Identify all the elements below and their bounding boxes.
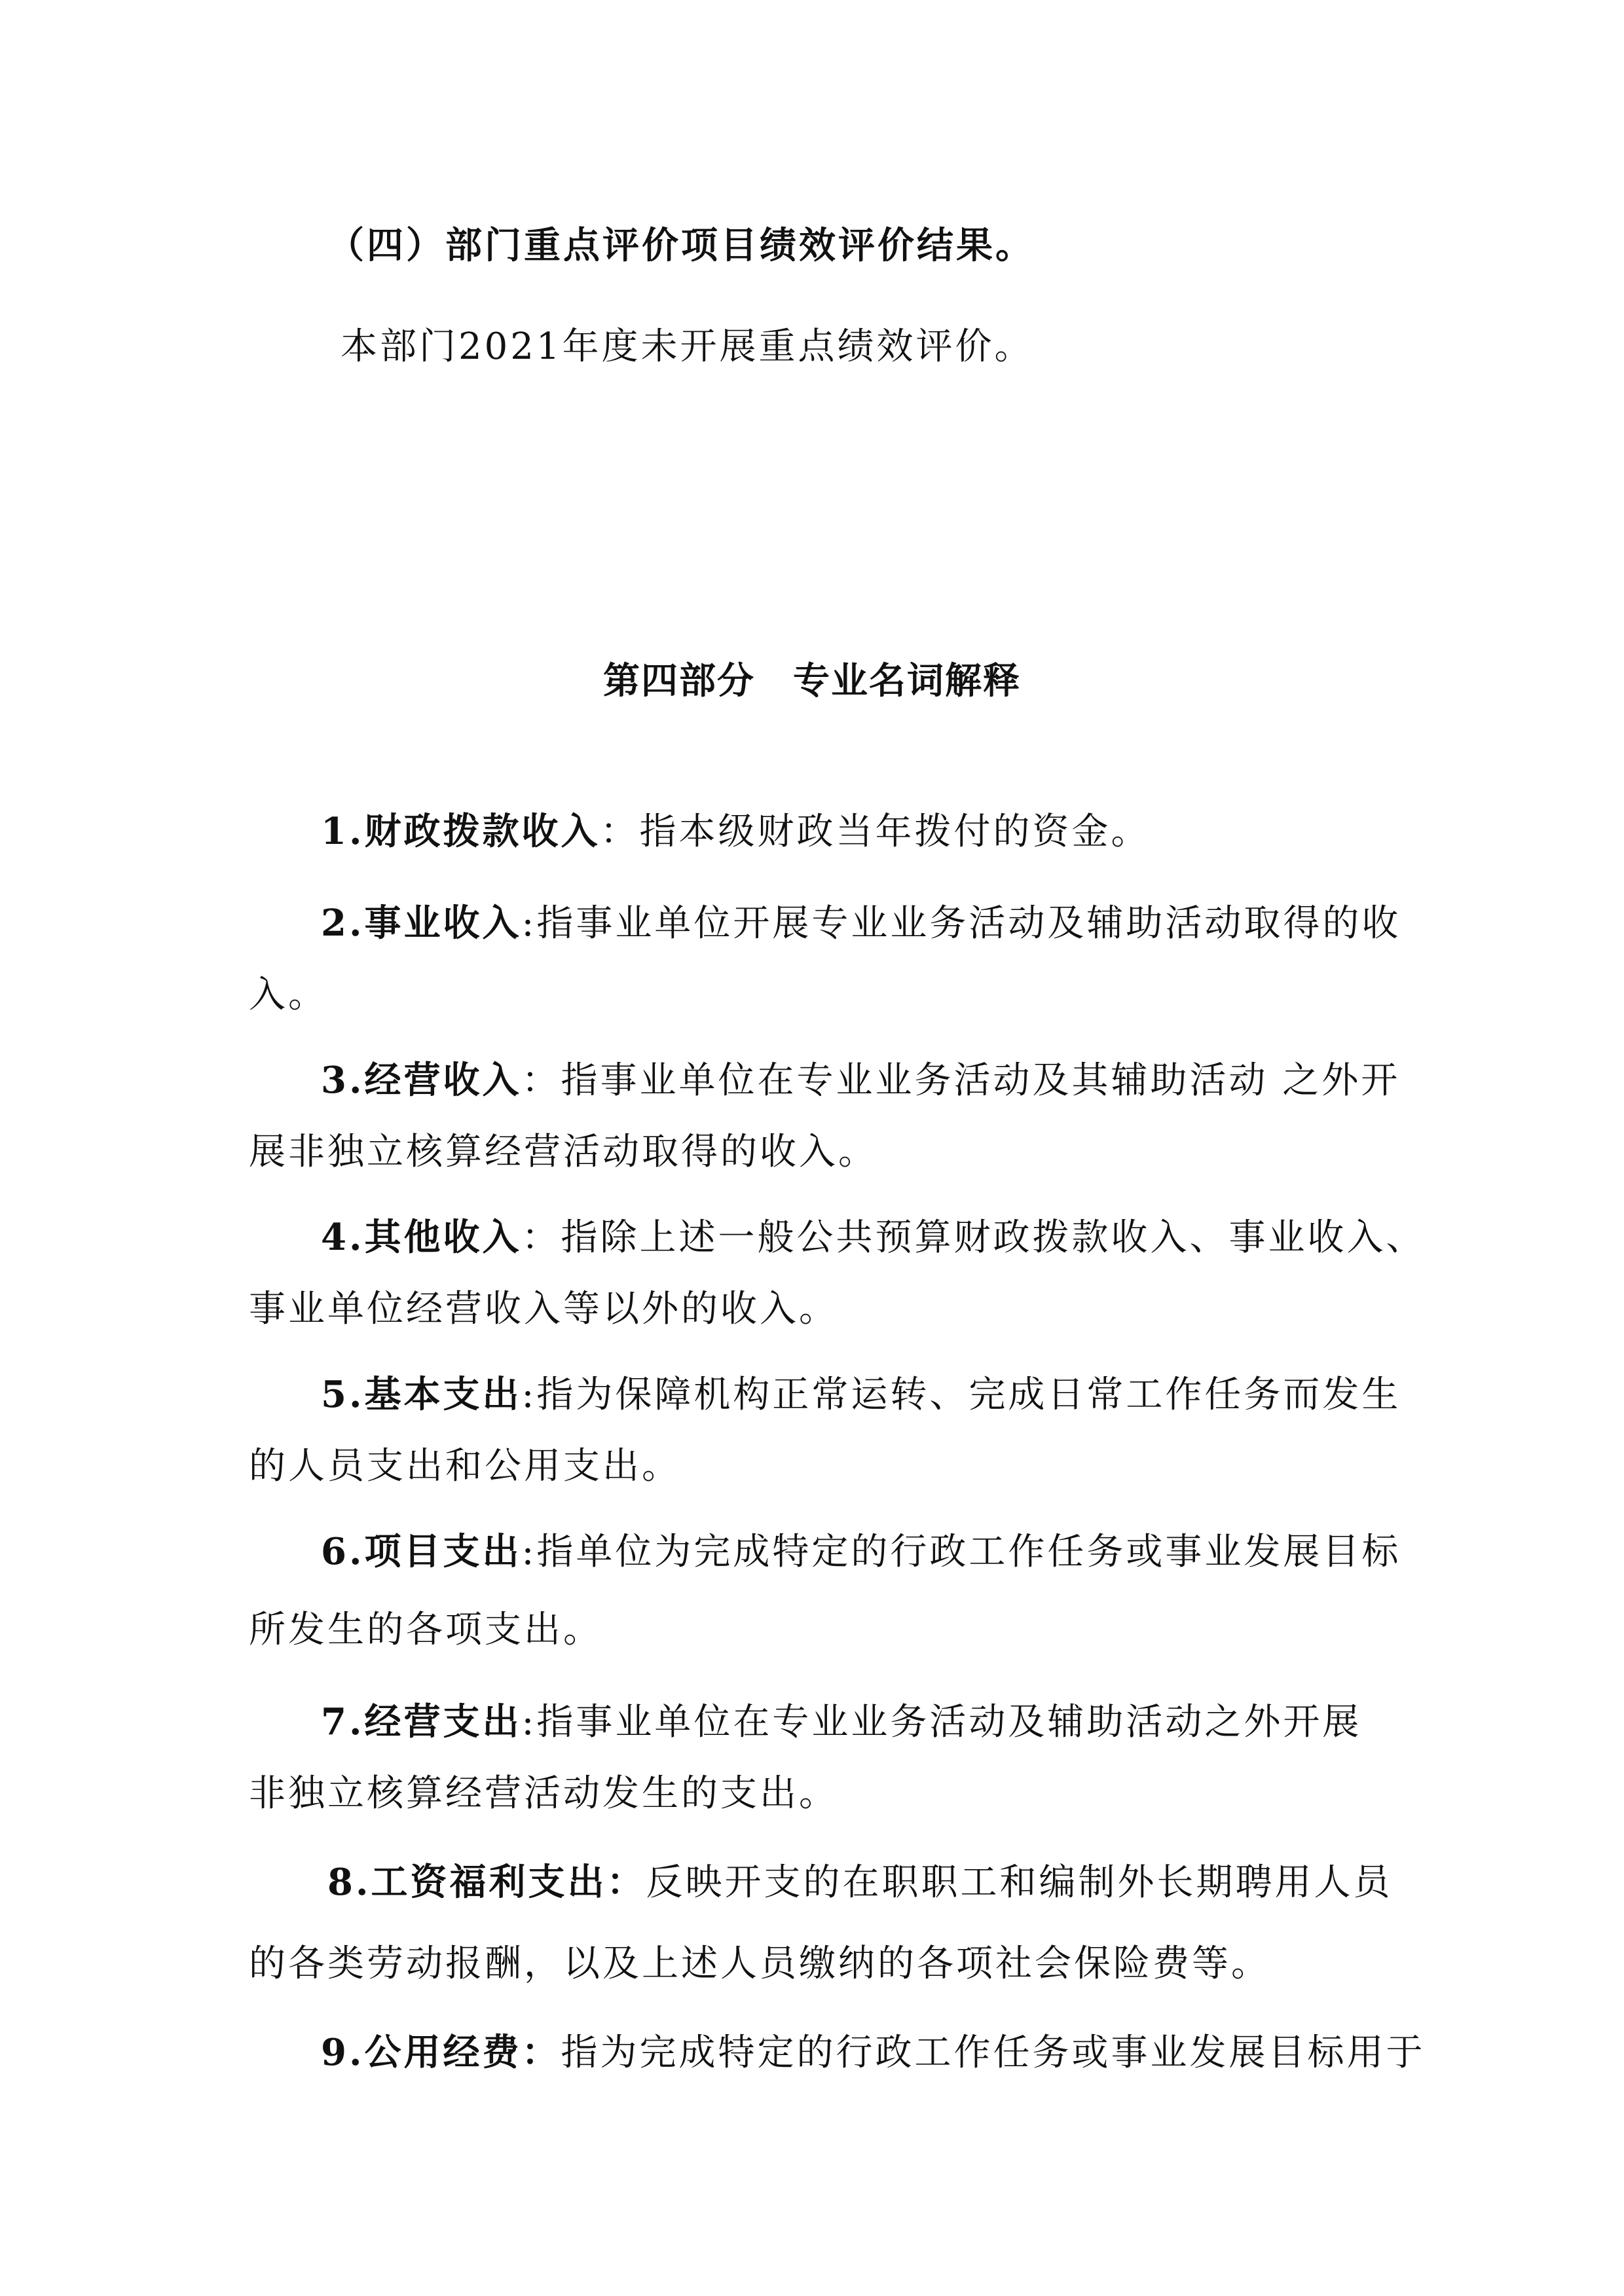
definition-term: 2.事业收入 [321, 902, 522, 945]
definition-term: 8.工资福利支出 [327, 1861, 607, 1904]
definition-separator: ： [521, 1216, 561, 1259]
definition-2-continuation: 入。 [249, 974, 327, 1016]
definition-4 [321, 1211, 1460, 1264]
definition-term: 4.其他收入 [321, 1216, 522, 1259]
definition-separator: : [521, 1374, 537, 1416]
definition-4-continuation: 事业单位经营收入等以外的收入。 [249, 1288, 838, 1330]
definition-text: 指为保障机构正常运转、完成日常工作任务而发生 [536, 1374, 1401, 1416]
definition-5 [321, 1368, 1460, 1421]
definition-separator: : [521, 1531, 537, 1573]
definition-term: 3.经营收入 [321, 1059, 522, 1102]
definition-term: 7.经营支出 [321, 1700, 522, 1743]
definition-3-continuation: 展非独立核算经营活动取得的收入。 [249, 1131, 877, 1173]
section-four-heading: （四）部门重点评价项目绩效评价结果。 [327, 224, 1035, 267]
definition-9 [321, 2026, 1460, 2079]
definition-8-continuation: 的各类劳动报酬，以及上述人员缴纳的各项社会保险费等。 [249, 1942, 1270, 1985]
definition-3 [321, 1054, 1460, 1107]
definition-6-continuation: 所发生的各项支出。 [249, 1609, 602, 1651]
definition-text: 指除上述一般公共预算财政拨款收入、事业收入、 [561, 1216, 1426, 1259]
definition-text: 指事业单位在专业业务活动及辅助活动之外开展 [536, 1701, 1362, 1743]
section-four-body: 本部门2021年度未开展重点绩效评价。 [341, 325, 1034, 368]
definition-7-continuation: 非独立核算经营活动发生的支出。 [249, 1772, 838, 1815]
part-title: 第四部分 专业名词解释 [603, 659, 1021, 702]
definition-8 [327, 1856, 1467, 1909]
definition-term: 5.基本支出 [321, 1373, 522, 1416]
definition-separator: : [521, 902, 537, 945]
definition-term: 9.公用经费 [321, 2031, 522, 2074]
definition-separator: ： [521, 2031, 561, 2074]
definition-term: 1.财政拨款收入 [321, 810, 600, 853]
definition-text: 反映开支的在职职工和编制外长期聘用人员 [646, 1861, 1393, 1904]
definition-2 [321, 897, 1460, 950]
definition-text: 指为完成特定的行政工作任务或事业发展目标用于 [561, 2032, 1426, 2074]
definition-6 [321, 1525, 1460, 1578]
definition-term: 6.项目支出 [321, 1530, 522, 1573]
definition-1 [321, 805, 1460, 858]
definition-separator: ： [521, 1059, 561, 1102]
definition-5-continuation: 的人员支出和公用支出。 [249, 1445, 681, 1487]
definition-7 [321, 1696, 1460, 1749]
definition-text: 指事业单位在专业业务活动及其辅助活动 之外开 [561, 1059, 1401, 1102]
definition-separator: ： [600, 811, 640, 853]
definition-text: 指本级财政当年拨付的资金。 [639, 811, 1151, 853]
definition-separator: ： [606, 1861, 646, 1904]
definition-text: 指单位为完成特定的行政工作任务或事业发展目标 [536, 1531, 1401, 1573]
definition-text: 指事业单位开展专业业务活动及辅助活动取得的收 [536, 902, 1401, 945]
definition-separator: : [521, 1701, 537, 1743]
